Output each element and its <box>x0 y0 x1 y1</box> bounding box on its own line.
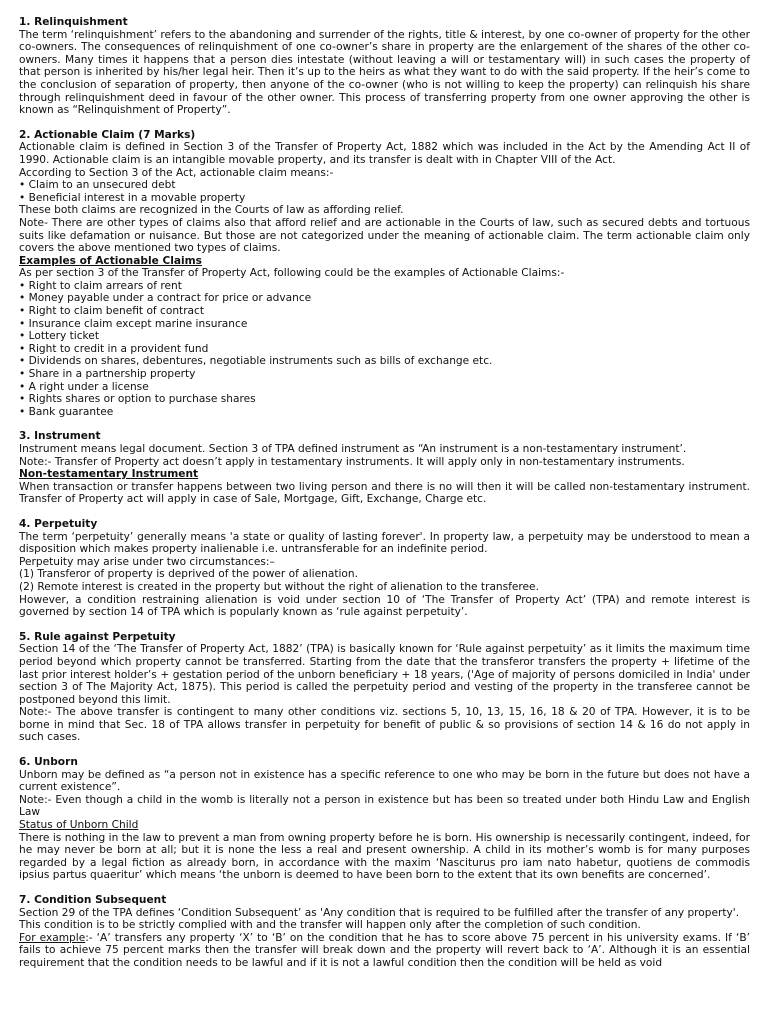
bullet-item: • Money payable under a contract for price or advance <box>19 292 312 305</box>
bullet-item: • Right to credit in a provident fund <box>19 342 209 355</box>
bullet-item: • Rights shares or option to purchase shares <box>19 393 256 406</box>
subheading: Non-testamentary Instrument <box>19 468 199 481</box>
paragraph: According to Section 3 of the Act, actionable claim means:- <box>19 166 334 179</box>
subheading: Examples of Actionable Claims <box>19 254 202 267</box>
bullet-item: • A right under a license <box>19 380 149 393</box>
example-paragraph <box>19 932 750 970</box>
example-text: :- ‘A’ transfers any property ‘X’ to ‘B’ on the condition that he has to score above 75 percent in his university exams. If ‘B’ fails to achieve 75 percent marks then the transfer will break down and the property will revert back to ‘A’. Although it is an essential requirement that the condition needs to be lawful and if it is not a lawful condition then the condition will be held as void <box>19 931 750 969</box>
paragraph: When transaction or transfer happens between two living person and there is no will then it will be called non-testamentary instrument. Transfer of Property act will apply in case of Sale, Mortgage, Gift, Exchange, Charge etc. <box>19 480 750 506</box>
bullet-item: • Dividends on shares, debentures, negotiable instruments such as bills of exchange etc. <box>19 355 493 368</box>
paragraph: Unborn may be defined as “a person not in existence has a specific reference to one who may be born in the future but does not have a current existence”. <box>19 768 750 794</box>
paragraph: However, a condition restraining alienation is void under section 10 of ‘The Transfer of Property Act’ (TPA) and remote interest is governed by section 14 of TPA which is popularly known as ‘rule against perpetuity’. <box>19 593 750 619</box>
bullet-item: • Claim to an unsecured debt <box>19 179 176 192</box>
section-relinquishment <box>19 16 750 117</box>
paragraph: Perpetuity may arise under two circumstances:– <box>19 555 275 568</box>
bullet-item: • Beneficial interest in a movable property <box>19 191 246 204</box>
bullet-item: • Insurance claim except marine insurance <box>19 317 248 330</box>
paragraph: The term ‘relinquishment’ refers to the abandoning and surrender of the rights, title & interest, by one co-owner of property for the other co-owners. The consequences of relinquishment of one co-owner’s share in property are the enlargement of the shares of the other co-owners. Many times it happens that a person dies intestate (without leaving a will or testamentary will) in such cases the property of that person is inherited by his/her legal heir. Then it’s up to the heirs as what they want to do with the said property. If the heir’s come to the conclusion of separation of property, then anyone of the co-owner (who is not willing to keep the property) can relinquish his share through relinquishment deed in favour of the other owner. This process of transferring property from one owner approving the other is known as “Relinquishment of Property”. <box>19 28 750 117</box>
paragraph: Instrument means legal document. Section 3 of TPA defined instrument as “An instrument is a non-testamentary instrument’. <box>19 443 687 455</box>
paragraph: Section 14 of the ‘The Transfer of Property Act, 1882’ (TPA) is basically known for ‘Rule against perpetuity’ as it limits the maximum time period beyond which property cannot be transferred. Starting from the date that the transferor transfers the property + lifetime of the last prior interest holder’s + gestation period of the unborn beneficiary + 18 years, ('Age of majority of persons domiciled in India' under section 3 of The Majority Act, 1875). This period is called the perpetuity period and vesting of the property in the transferee cannot be postponed beyond this limit. <box>19 643 750 706</box>
section-heading: 2. Actionable Claim (7 Marks) <box>19 128 196 141</box>
section-heading: 1. Relinquishment <box>19 16 128 28</box>
section-condition-subsequent <box>19 894 750 970</box>
document-page <box>19 16 750 982</box>
section-rule-against-perpetuity <box>19 631 750 744</box>
section-unborn <box>19 756 750 882</box>
section-heading: 5. Rule against Perpetuity <box>19 630 176 643</box>
paragraph: This condition is to be strictly complied with and the transfer will happen only after the completion of such condition. <box>19 919 641 932</box>
paragraph: Actionable claim is defined in Section 3 of the Transfer of Property Act, 1882 which was included in the Act by the Amending Act II of 1990. Actionable claim is an intangible movable property, and its transfer is dealt with in Chapter VIII of the Act. <box>19 141 750 166</box>
paragraph: There is nothing in the law to prevent a man from owning property before he is born. His ownership is necessarily contingent, indeed, for he may never be born at all; but it is none the less a real and present ownership. A child in its mother’s womb is for many purposes regarded by a legal fiction as already born, in accordance with the maxim ‘Nasciturus pro iam nato habetur, quotiens de commodis ipsius partus quaeritur’ which means ‘the unborn is deemed to have been born to the extent that its own benefits are concerned’. <box>19 831 750 882</box>
paragraph: (2) Remote interest is created in the property but without the right of alienation to the transferee. <box>19 580 539 593</box>
section-perpetuity <box>19 518 750 619</box>
paragraph: The term ‘perpetuity’ generally means 'a state or quality of lasting forever'. In property law, a perpetuity may be understood to mean a disposition which makes property inalienable i.e. untransferable for an indefinite period. <box>19 530 750 556</box>
bullet-item: • Share in a partnership property <box>19 368 196 381</box>
paragraph: (1) Transferor of property is deprived of the power of alienation. <box>19 568 358 581</box>
section-heading: 7. Condition Subsequent <box>19 894 167 906</box>
note-paragraph: Note:- The above transfer is contingent to many other conditions viz. sections 5, 10, 13, 15, 16, 18 & 20 of TPA. However, it is to be borne in mind that Sec. 18 of TPA allows transfer in perpetuity for benefit of public & so provisions of section 14 & 16 do not apply in such cases. <box>19 706 750 744</box>
bullet-item: • Lottery ticket <box>19 330 99 343</box>
note-paragraph: Note:- Transfer of Property act doesn’t apply in testamentary instruments. It will apply only in non-testamentary instruments. <box>19 455 685 468</box>
example-label: For example <box>19 931 86 944</box>
bullet-item: • Right to claim benefit of contract <box>19 305 205 318</box>
section-actionable-claim <box>19 129 750 419</box>
bullet-item: • Right to claim arrears of rent <box>19 279 182 292</box>
section-heading: 3. Instrument <box>19 430 101 443</box>
paragraph: These both claims are recognized in the Courts of law as affording relief. <box>19 204 404 217</box>
paragraph: As per section 3 of the Transfer of Property Act, following could be the examples of Actionable Claims:- <box>19 267 565 280</box>
section-heading: 6. Unborn <box>19 756 78 769</box>
section-heading: 4. Perpetuity <box>19 517 98 530</box>
note-paragraph: Note- There are other types of claims also that afford relief and are actionable in the Courts of law, such as secured debts and tortuous suits like defamation or nuisance. But those are not categorized under the meaning of actionable claim. The term actionable claim only covers the above mentioned two types of claims. <box>19 216 750 255</box>
subheading: Status of Unborn Child <box>19 819 139 832</box>
bullet-item: • Bank guarantee <box>19 405 114 418</box>
paragraph: Section 29 of the TPA defines ‘Condition Subsequent’ as 'Any condition that is required to be fulfilled after the transfer of any property'. <box>19 906 740 919</box>
note-paragraph: Note:- Even though a child in the womb is literally not a person in existence but has been so treated under both Hindu Law and English Law <box>19 793 750 819</box>
section-instrument <box>19 430 750 506</box>
